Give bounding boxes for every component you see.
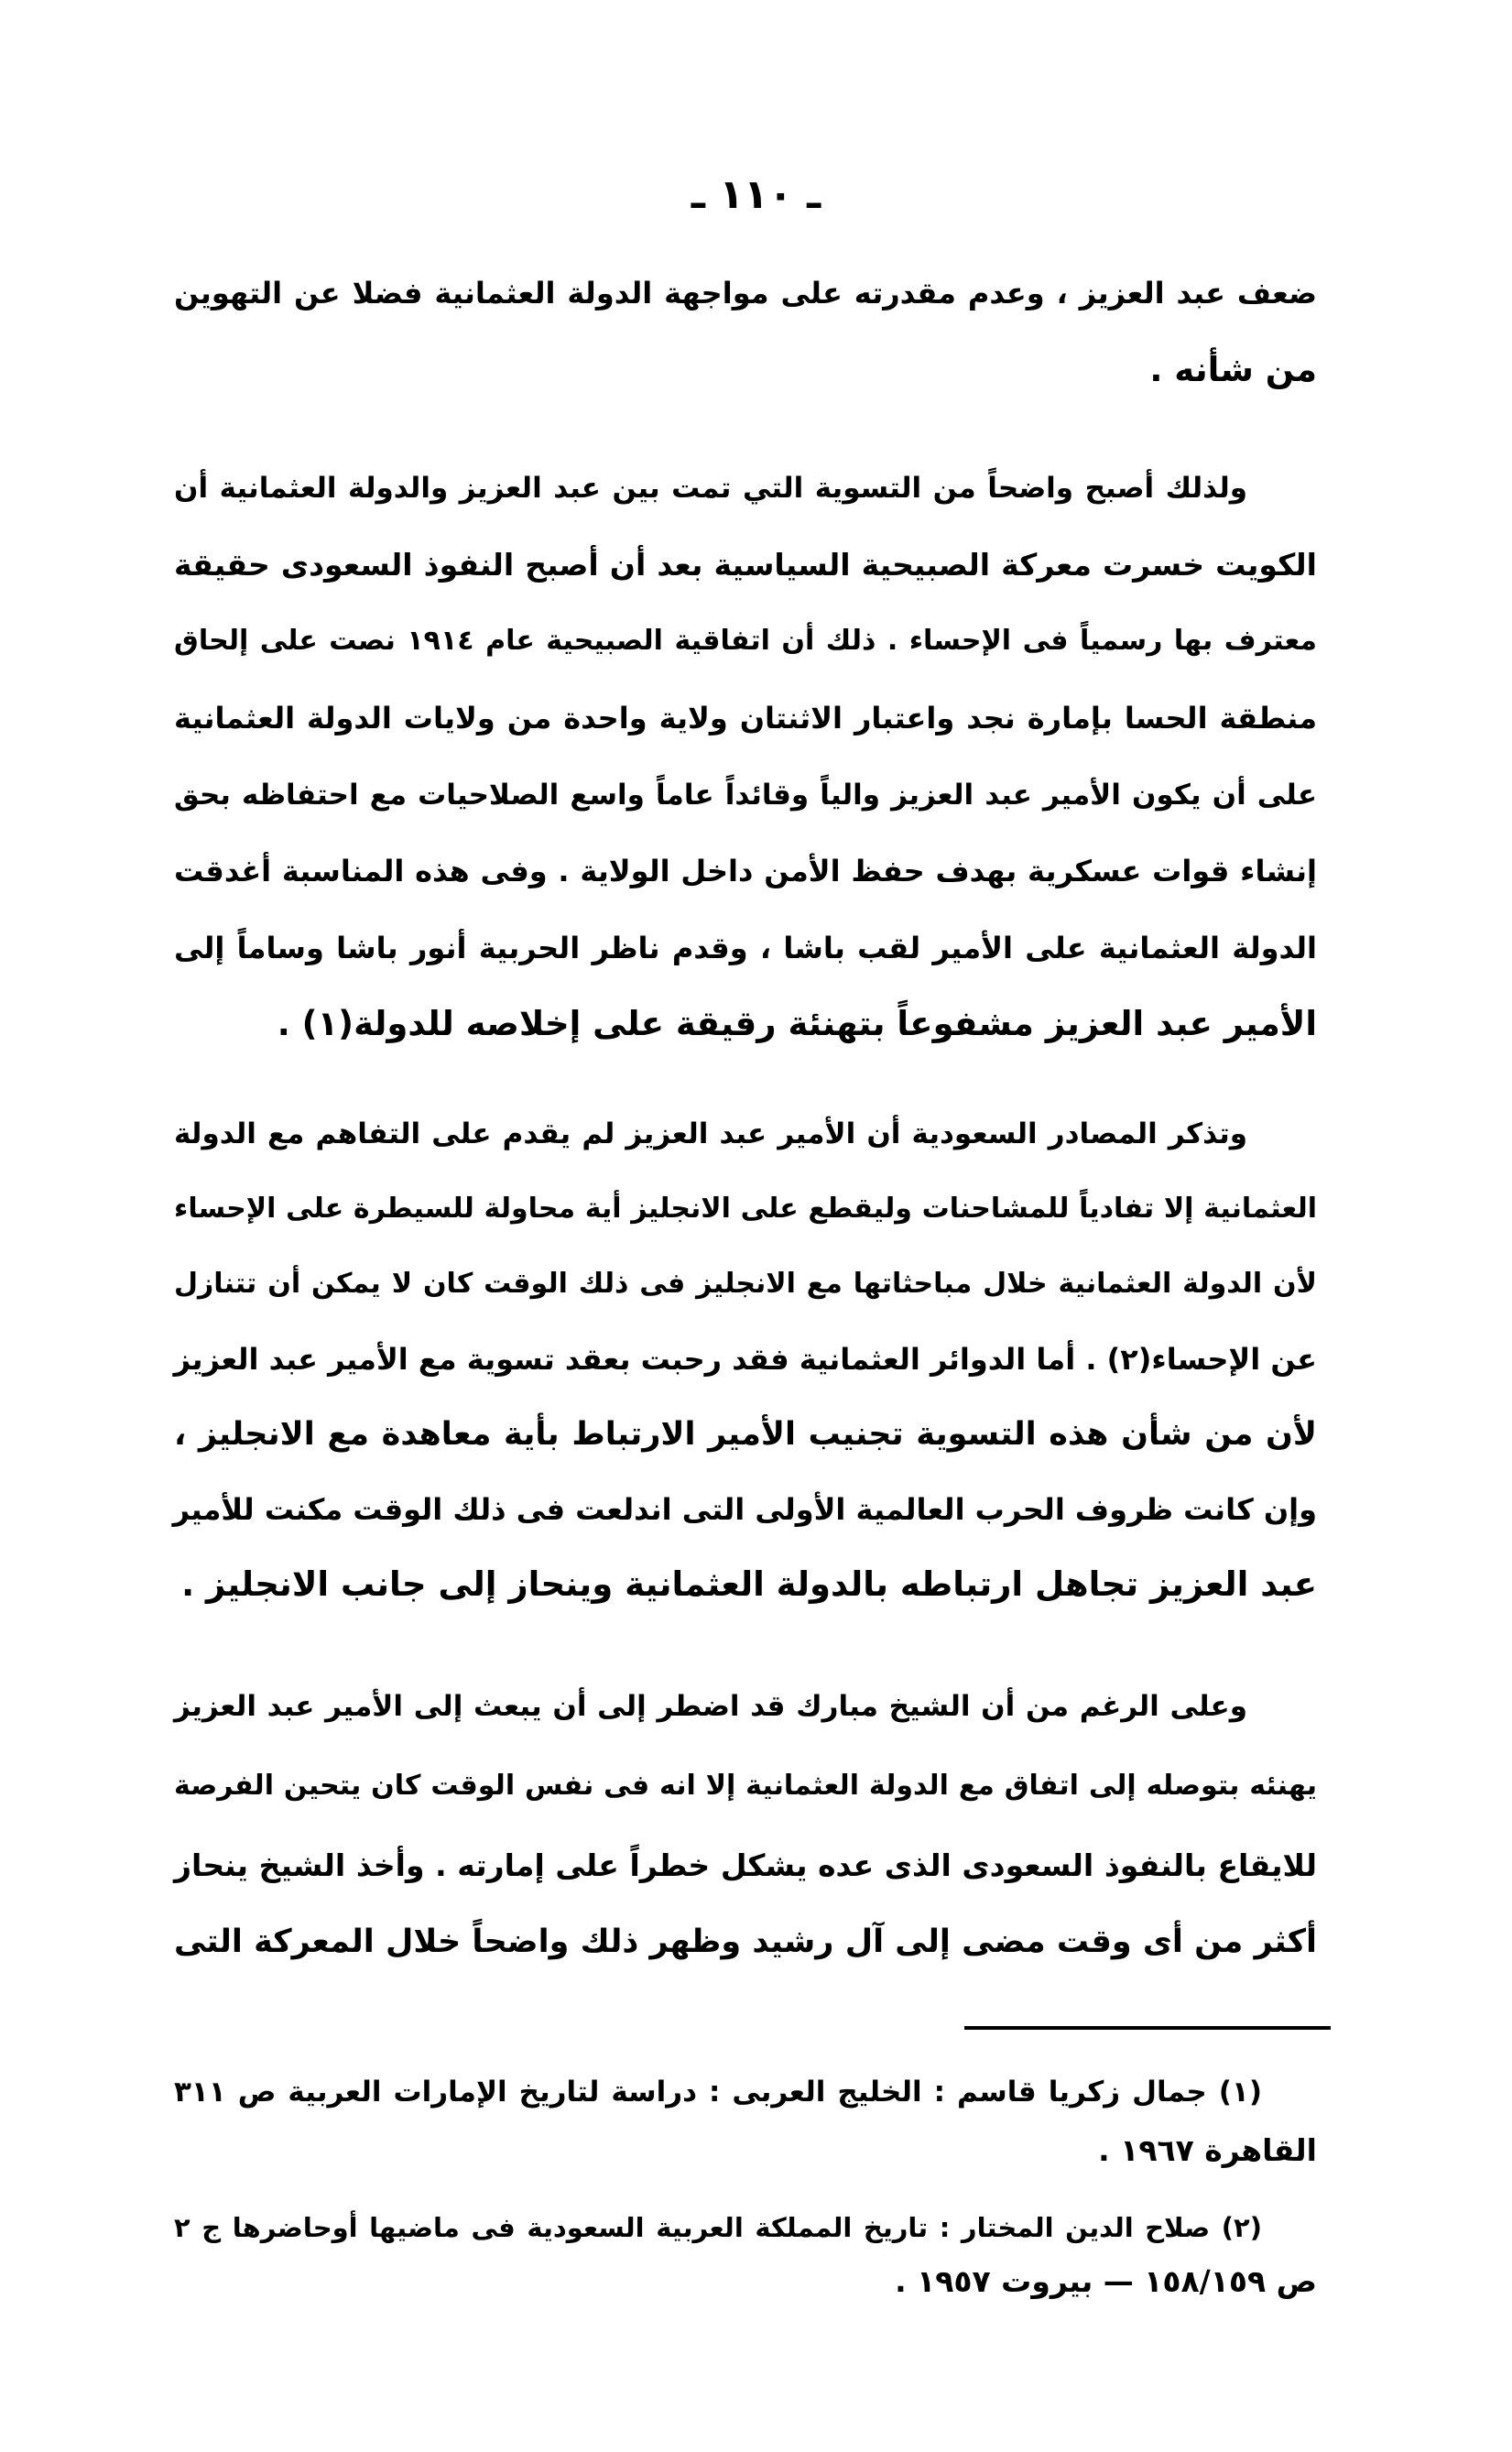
text-line: منطقة الحسا بإمارة نجد واعتبار الاثنتان ولاية واحدة من ولايات الدولة العثمانية — [174, 701, 1317, 736]
text-line: عن الإحساء(٢) . أما الدوائر العثمانية فقد رحبت بعقد تسوية مع الأمير عبد العزيز — [173, 1342, 1317, 1377]
text-line: من شأنه . — [1149, 350, 1317, 389]
text-line: إنشاء قوات عسكرية بهدف حفظ الأمن داخل الولاية . وفى هذه المناسبة أغدقت — [174, 854, 1317, 888]
text-line: وإن كانت ظروف الحرب العالمية الأولى التى اندلعت فى ذلك الوقت مكنت للأمير — [172, 1492, 1317, 1527]
footnote-divider — [964, 2026, 1331, 2030]
page-number: ـ ١١٠ ـ — [691, 171, 821, 218]
text-line: ولذلك أصبح واضحاً من التسوية التي تمت بين عبد العزيز والدولة العثمانية أن — [174, 472, 1247, 505]
text-line: لأن من شأن هذه التسوية تجنيب الأمير الارتباط بأية معاهدة مع الانجليز ، — [174, 1416, 1317, 1453]
text-line: وتذكر المصادر السعودية أن الأمير عبد العزيز لم يقدم على التفاهم مع الدولة — [174, 1117, 1247, 1150]
text-line: للايقاع بالنفوذ السعودى الذى عده يشكل خطراً على إمارته . وأخذ الشيخ ينحاز — [174, 1847, 1317, 1883]
text-line: وعلى الرغم من أن الشيخ مبارك قد اضطر إلى أن يبعث إلى الأمير عبد العزيز — [174, 1690, 1247, 1723]
text-line: عبد العزيز تجاهل ارتباطه بالدولة العثمانية وينحاز إلى جانب الانجليز . — [181, 1564, 1317, 1604]
text-line: على أن يكون الأمير عبد العزيز والياً وقائداً عاماً واسع الصلاحيات مع احتفاظه بحق — [174, 779, 1317, 812]
text-line: لأن الدولة العثمانية خلال مباحثاتها مع الانجليز فى ذلك الوقت كان لا يمكن أن تتنازل — [174, 1268, 1317, 1300]
text-line: معترف بها رسمياً فى الإحساء . ذلك أن اتفاقية الصبيحية عام ١٩١٤ نصت على إلحاق — [174, 625, 1317, 657]
footnote-line: ص ١٥٨/١٥٩ — بيروت ١٩٥٧ . — [895, 2263, 1317, 2299]
text-line: يهنئه بتوصله إلى اتفاق مع الدولة العثمانية إلا انه فى نفس الوقت كان يتحين الفرصة — [174, 1770, 1317, 1802]
footnote-line: (١) جمال زكريا قاسم : الخليج العربى : دراسة لتاريخ الإمارات العربية ص ٣١١ — [174, 2076, 1262, 2109]
text-line: الدولة العثمانية على الأمير لقب باشا ، وقدم ناظر الحربية أنور باشا وساماً إلى — [174, 931, 1317, 965]
footnote-line: القاهرة ١٩٦٧ . — [1098, 2132, 1317, 2168]
footnote-line: (٢) صلاح الدين المختار : تاريخ المملكة العربية السعودية فى ماضيها أوحاضرها ج ٢ — [174, 2212, 1262, 2243]
text-line: أكثر من أى وقت مضى إلى آل رشيد وظهر ذلك واضحاً خلال المعركة التى — [174, 1923, 1317, 1960]
text-line: العثمانية إلا تفادياً للمشاحنات وليقطع على الانجليز أية محاولة للسيطرة على الإحساء — [174, 1193, 1317, 1225]
text-line: ضعف عبد العزيز ، وعدم مقدرته على مواجهة الدولة العثمانية فضلا عن التهوين — [174, 276, 1317, 311]
text-line: الأمير عبد العزيز مشفوعاً بتهنئة رقيقة على إخلاصه للدولة(١) . — [277, 1004, 1317, 1043]
text-line: الكويت خسرت معركة الصبيحية السياسية بعد أن أصبح النفوذ السعودى حقيقة — [174, 547, 1317, 583]
